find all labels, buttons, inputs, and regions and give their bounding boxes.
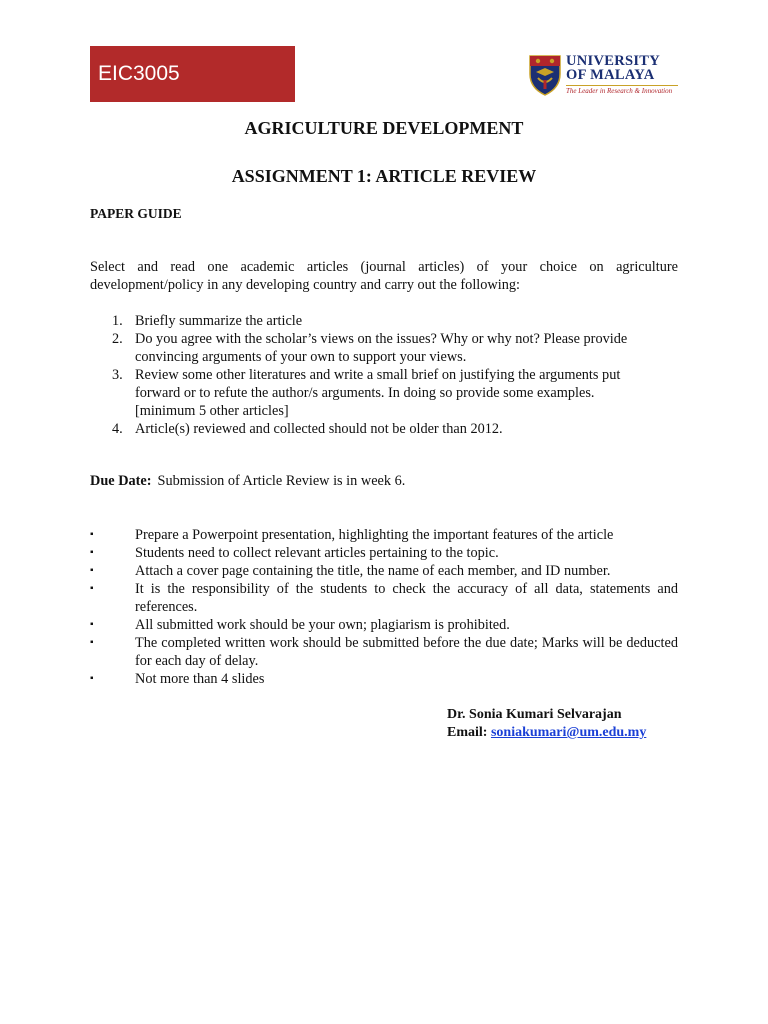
- note-item: [90, 670, 678, 688]
- bullet-icon: ▪: [90, 673, 94, 684]
- course-code-banner: [90, 46, 295, 102]
- task-line: Article(s) reviewed and collected should not be older than 2012.: [135, 421, 503, 437]
- task-line: Briefly summarize the article: [135, 313, 303, 329]
- note-item: [90, 616, 678, 634]
- note-text: The completed written work should be submitted before the due date; Marks will be deducted for each day of delay.: [135, 635, 678, 669]
- task-number: 3.: [112, 367, 123, 383]
- intro-paragraph: Select and read one academic articles (journal articles) of your choice on agriculture development/policy in any developing country and carry out the following:: [90, 259, 678, 293]
- note-item: [90, 580, 678, 616]
- note-item: [90, 526, 678, 544]
- logo-name-line1: UNIVERSITY: [566, 53, 661, 69]
- task-item: [90, 420, 678, 438]
- task-line: convincing arguments of your own to support your views.: [135, 349, 467, 365]
- note-text: It is the responsibility of the students to check the accuracy of all data, statements and references.: [135, 581, 678, 615]
- due-date-text: Submission of Article Review is in week 6.: [157, 473, 406, 489]
- note-text: Attach a cover page containing the title, the name of each member, and ID number.: [135, 563, 611, 579]
- task-line: forward or to refute the author/s arguments. In doing so provide some examples.: [135, 385, 595, 401]
- logo-tagline: The Leader in Research & Innovation: [566, 85, 678, 96]
- university-crest-icon: [528, 54, 562, 96]
- notes-list: [90, 526, 678, 688]
- university-logo: [528, 54, 676, 98]
- email-link[interactable]: soniakumari@um.edu.my: [490, 725, 647, 740]
- document-subtitle: ASSIGNMENT 1: ARTICLE REVIEW: [231, 166, 537, 186]
- course-code: EIC3005: [98, 62, 180, 85]
- task-line: Review some other literatures and write a small brief on justifying the arguments put: [135, 367, 621, 383]
- note-text: Students need to collect relevant articles pertaining to the topic.: [135, 545, 499, 561]
- logo-name-line2: OF MALAYA: [566, 67, 655, 83]
- task-number: 1.: [112, 313, 123, 329]
- task-item: [90, 366, 678, 420]
- bullet-icon: ▪: [90, 637, 94, 648]
- signature-block: [447, 706, 646, 742]
- email-label: Email:: [447, 725, 488, 740]
- email-line: [447, 724, 646, 742]
- bullet-icon: ▪: [90, 529, 94, 540]
- author-name: Dr. Sonia Kumari Selvarajan: [447, 707, 622, 722]
- note-text: Not more than 4 slides: [135, 671, 265, 687]
- note-item: [90, 562, 678, 580]
- note-text: All submitted work should be your own; plagiarism is prohibited.: [135, 617, 510, 633]
- task-line: [minimum 5 other articles]: [135, 403, 289, 419]
- bullet-icon: ▪: [90, 619, 94, 630]
- note-text: Prepare a Powerpoint presentation, highlighting the important features of the article: [135, 527, 614, 543]
- due-date: [90, 472, 405, 490]
- bullet-icon: ▪: [90, 547, 94, 558]
- task-line: Do you agree with the scholar’s views on the issues? Why or why not? Please provide: [135, 331, 628, 347]
- bullet-icon: ▪: [90, 565, 94, 576]
- note-item: [90, 634, 678, 670]
- note-item: [90, 544, 678, 562]
- task-number: 2.: [112, 331, 123, 347]
- task-item: [90, 330, 678, 366]
- task-list: [90, 312, 678, 438]
- section-label: PAPER GUIDE: [90, 206, 182, 221]
- due-date-label: Due Date:: [90, 473, 152, 489]
- logo-wordmark: [566, 54, 676, 82]
- document-title: AGRICULTURE DEVELOPMENT: [244, 118, 524, 138]
- bullet-icon: ▪: [90, 583, 94, 594]
- task-item: [90, 312, 678, 330]
- task-number: 4.: [112, 421, 123, 437]
